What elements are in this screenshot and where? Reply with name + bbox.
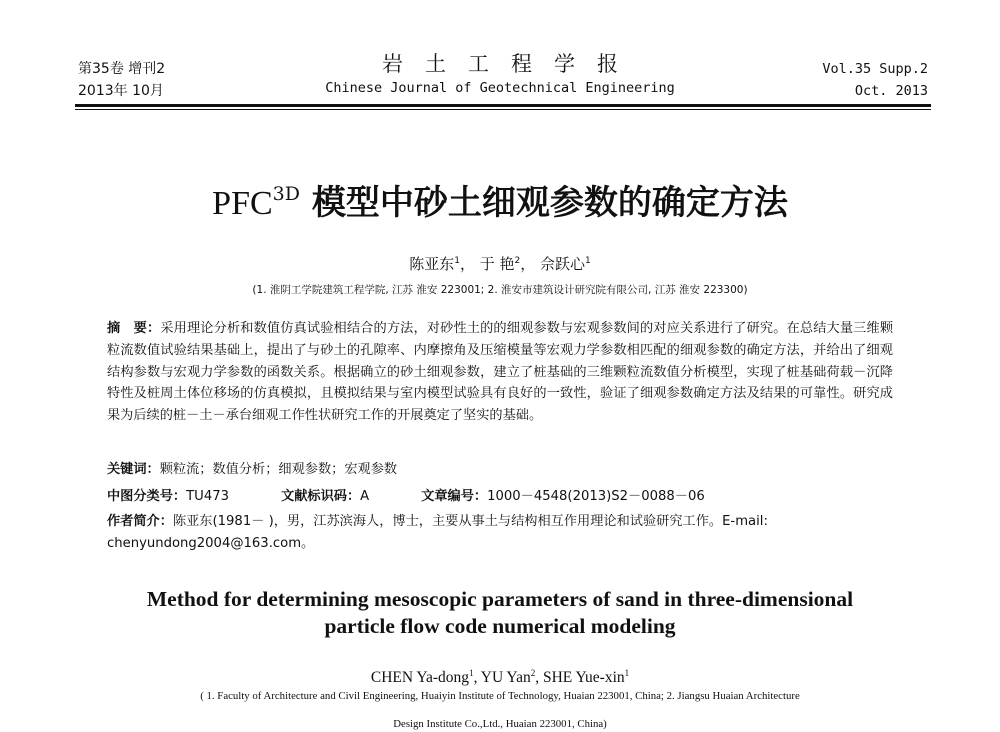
header-volume-cn: [78, 58, 165, 102]
abstract-text: 采用理论分析和数值仿真试验相结合的方法，对砂性土的的细观参数与宏观参数间的对应关系进行了研究。在总结大量三维颗粒流数值试验结果基础上，提出了与砂土的孔隙率、内摩擦角及压缩模量等宏观力学参数相匹配的细观参数的确定方法，并给出了细观结构参数与宏观力学参数的函数关系。根据确立的砂土细观参数，建立了桩基础的三维颗粒流数值分析模型，实现了桩基础荷载－沉降特性及桩周土体位移场的仿真模拟，且模拟结果与室内模型试验具有良好的一致性，验证了细观参数确定方法及结果的可靠性。研究成果为后续的桩－土－承台细观工作性状研究工作的开展奠定了坚实的基础。: [107, 321, 894, 424]
doc-code-value: A: [360, 489, 370, 504]
clc-label: 中图分类号：: [107, 489, 187, 504]
author-mark: 2: [514, 256, 521, 266]
title-prefix: PFC: [212, 185, 273, 222]
date-en: Oct. 2013: [854, 83, 928, 99]
author-mark-en: 1: [624, 668, 630, 678]
bio-label: 作者简介：: [107, 514, 173, 529]
author-name: 于 艳: [479, 255, 515, 273]
abstract-label: 摘 要：: [107, 321, 161, 336]
doc-code-label: 文献标识码：: [281, 489, 361, 504]
author-bio: [107, 511, 893, 555]
author-name-en: CHEN Ya-dong: [370, 669, 470, 687]
abstract-cn: [107, 318, 893, 427]
header-rule-thick: [75, 104, 931, 107]
keywords-label: 关键词：: [107, 462, 160, 477]
classification-line: [107, 486, 893, 508]
keywords-text: 颗粒流；数值分析；细观参数；宏观参数: [159, 462, 398, 477]
journal-title-cn: 岩土工程学报: [382, 52, 640, 76]
author-name-en: YU Yan: [480, 669, 531, 687]
affiliation-en-line2: Design Institute Co.,Ltd., Huaian 223001, China): [393, 718, 607, 730]
keywords-cn: [107, 459, 893, 481]
clc-value: TU473: [186, 489, 230, 504]
volume-issue-en: Vol.35 Supp.2: [822, 61, 928, 77]
author-name-en: SHE Yue-xin: [542, 669, 625, 687]
author-mark-en: 2: [530, 668, 536, 678]
author-name: 佘跃心: [540, 255, 586, 273]
title-en-line1: Method for determining mesoscopic parameters of sand in three-dimensional: [146, 587, 854, 611]
header-volume-en: [822, 58, 928, 102]
author-mark: 1: [454, 256, 460, 266]
bio-text: 陈亚东(1981－ )，男，江苏滨海人，博士，主要从事土与结构相互作用理论和试验研究工作。E-mail: chenyundong2004@163.com。: [107, 514, 768, 551]
author-name: 陈亚东: [409, 255, 455, 273]
journal-header: [300, 50, 700, 98]
article-no-value: 1000－4548(2013)S2－0088－06: [487, 489, 705, 504]
title-superscript: 3D: [272, 183, 300, 205]
title-en-line2: particle flow code numerical modeling: [324, 614, 676, 638]
date-cn: 2013年 10月: [78, 83, 164, 99]
authors-en: CHEN Ya-dong$^1$, YU Yan$^2$, SHE Yue-xin$^1$: [370, 668, 630, 687]
volume-issue-cn: 第35卷 增刊2: [78, 61, 166, 77]
article-no-label: 文章编号：: [421, 489, 488, 504]
header-rule-thin: [75, 109, 931, 110]
author-mark-en: 1: [469, 668, 474, 678]
affiliation-en: ( 1. Faculty of Architecture and Civil Engineering, Huaiyin Institute of Technology, Huaian 223001, China; 2. Jiangsu Huaian Architecture: [200, 690, 800, 702]
affiliation-cn: (1. 淮阴工学院建筑工程学院, 江苏 淮安 223001; 2. 淮安市建筑设计研究院有限公司, 江苏 淮安 223300): [252, 284, 748, 296]
paper-title-en: [100, 586, 900, 640]
author-mark: 1: [585, 256, 591, 266]
title-rest: 模型中砂土细观参数的确定方法: [311, 183, 788, 223]
paper-title-cn: [100, 178, 900, 229]
journal-title-en: Chinese Journal of Geotechnical Engineering: [325, 80, 675, 96]
authors-cn: 陈亚东$^1$， 于 艳$^2$， 佘跃心$^1$: [409, 255, 591, 273]
